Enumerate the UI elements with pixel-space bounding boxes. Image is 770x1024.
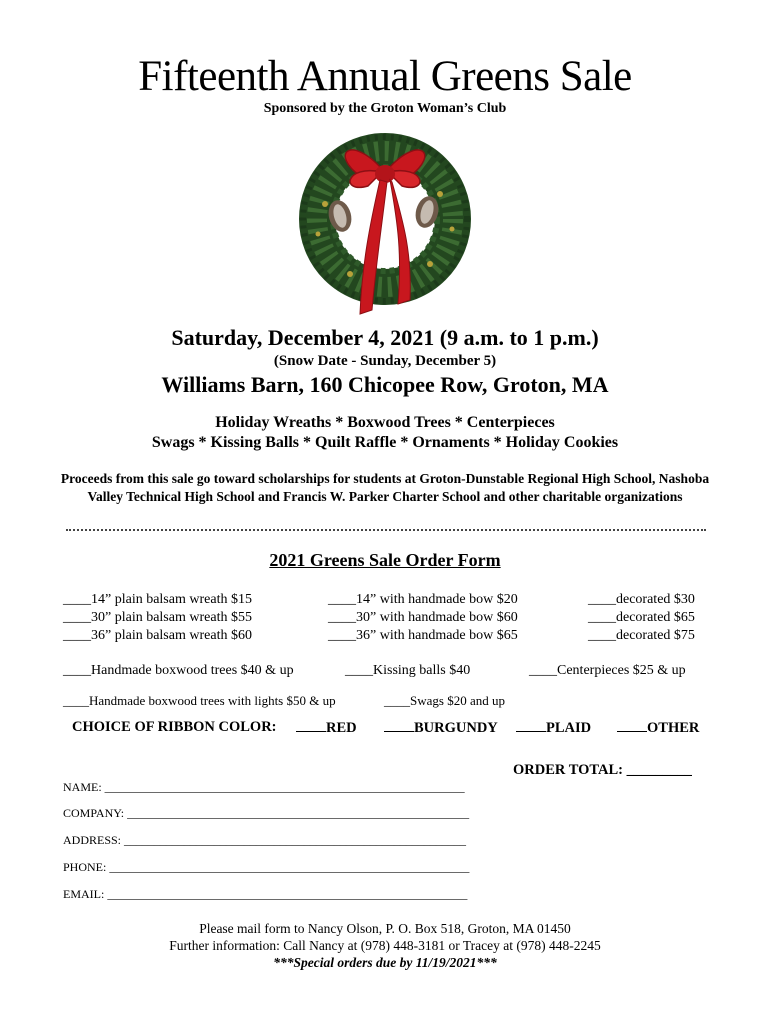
event-date: Saturday, December 4, 2021 (9 a.m. to 1 p.m.) [171,325,599,350]
items-line-2: Swags * Kissing Balls * Quilt Raffle * Ornaments * Holiday Cookies [151,434,619,451]
order-item-boxwood[interactable]: ____Handmade boxwood trees $40 & up [63,663,294,678]
plain-wreath-column [63,591,252,645]
sponsor-line: Sponsored by the Groton Woman’s Club [263,101,507,116]
special-order-deadline: ***Special orders due by 11/19/2021*** [273,955,497,970]
christmas-wreath-image [290,124,480,324]
order-item[interactable]: ____14” plain balsam wreath $15 [63,592,252,607]
order-form-title: 2021 Greens Sale Order Form [269,550,501,570]
event-venue: Williams Barn, 160 Chicopee Row, Groton, MA [161,372,609,397]
order-item-boxwood-lights[interactable]: ____Handmade boxwood trees with lights $50 & up [63,693,336,708]
email-field[interactable]: EMAIL: ____________________________________________________________ [63,887,468,901]
contact-info: Further information: Call Nancy at (978) 448-3181 or Tracey at (978) 448-2245 [169,938,601,953]
ribbon-color-label: CHOICE OF RIBBON COLOR: [72,719,277,735]
bow-wreath-column [328,591,518,645]
order-item-centerpieces[interactable]: ____Centerpieces $25 & up [529,663,686,678]
order-item[interactable]: ____decorated $30 [588,592,695,607]
dotted-divider [66,529,706,531]
decorated-wreath-column [588,591,695,645]
items-line-1: Holiday Wreaths * Boxwood Trees * Centerpieces [215,414,555,431]
address-field[interactable]: ADDRESS: _________________________________________________________ [63,833,467,847]
company-field[interactable]: COMPANY: _________________________________________________________ [63,806,470,820]
phone-field[interactable]: PHONE: ____________________________________________________________ [63,860,470,874]
order-item[interactable]: ____30” plain balsam wreath $55 [63,610,252,625]
order-item-kissing-balls[interactable]: ____Kissing balls $40 [345,663,471,678]
ribbon-option-burgundy[interactable]: BURGUNDY [384,719,498,737]
order-item[interactable]: ____decorated $75 [588,628,695,643]
order-item-swags[interactable]: ____Swags $20 and up [384,693,505,708]
order-item[interactable]: ____36” with handmade bow $65 [328,628,518,643]
mail-instructions: Please mail form to Nancy Olson, P. O. Box 518, Groton, MA 01450 [199,921,571,936]
order-item[interactable]: ____36” plain balsam wreath $60 [63,628,252,643]
page-title: Fifteenth Annual Greens Sale [138,53,632,100]
snow-date: (Snow Date - Sunday, December 5) [273,353,497,369]
ribbon-option-red[interactable]: RED [296,719,357,737]
ribbon-option-plaid[interactable]: PLAID [516,719,591,737]
proceeds-note: Proceeds from this sale go toward scholarships for students at Groton-Dunstable Regional High School, Nashoba Valley Technical High School and Francis W. Parker Charter School and other charitable organizations [60,471,710,504]
name-field[interactable]: NAME: ____________________________________________________________ [63,780,465,794]
order-item[interactable]: ____30” with handmade bow $60 [328,610,518,625]
order-item[interactable]: ____14” with handmade bow $20 [328,592,518,607]
ribbon-option-other[interactable]: OTHER [617,719,699,737]
order-total-field[interactable]: ORDER TOTAL: _________ [513,762,692,778]
order-item[interactable]: ____decorated $65 [588,610,695,625]
